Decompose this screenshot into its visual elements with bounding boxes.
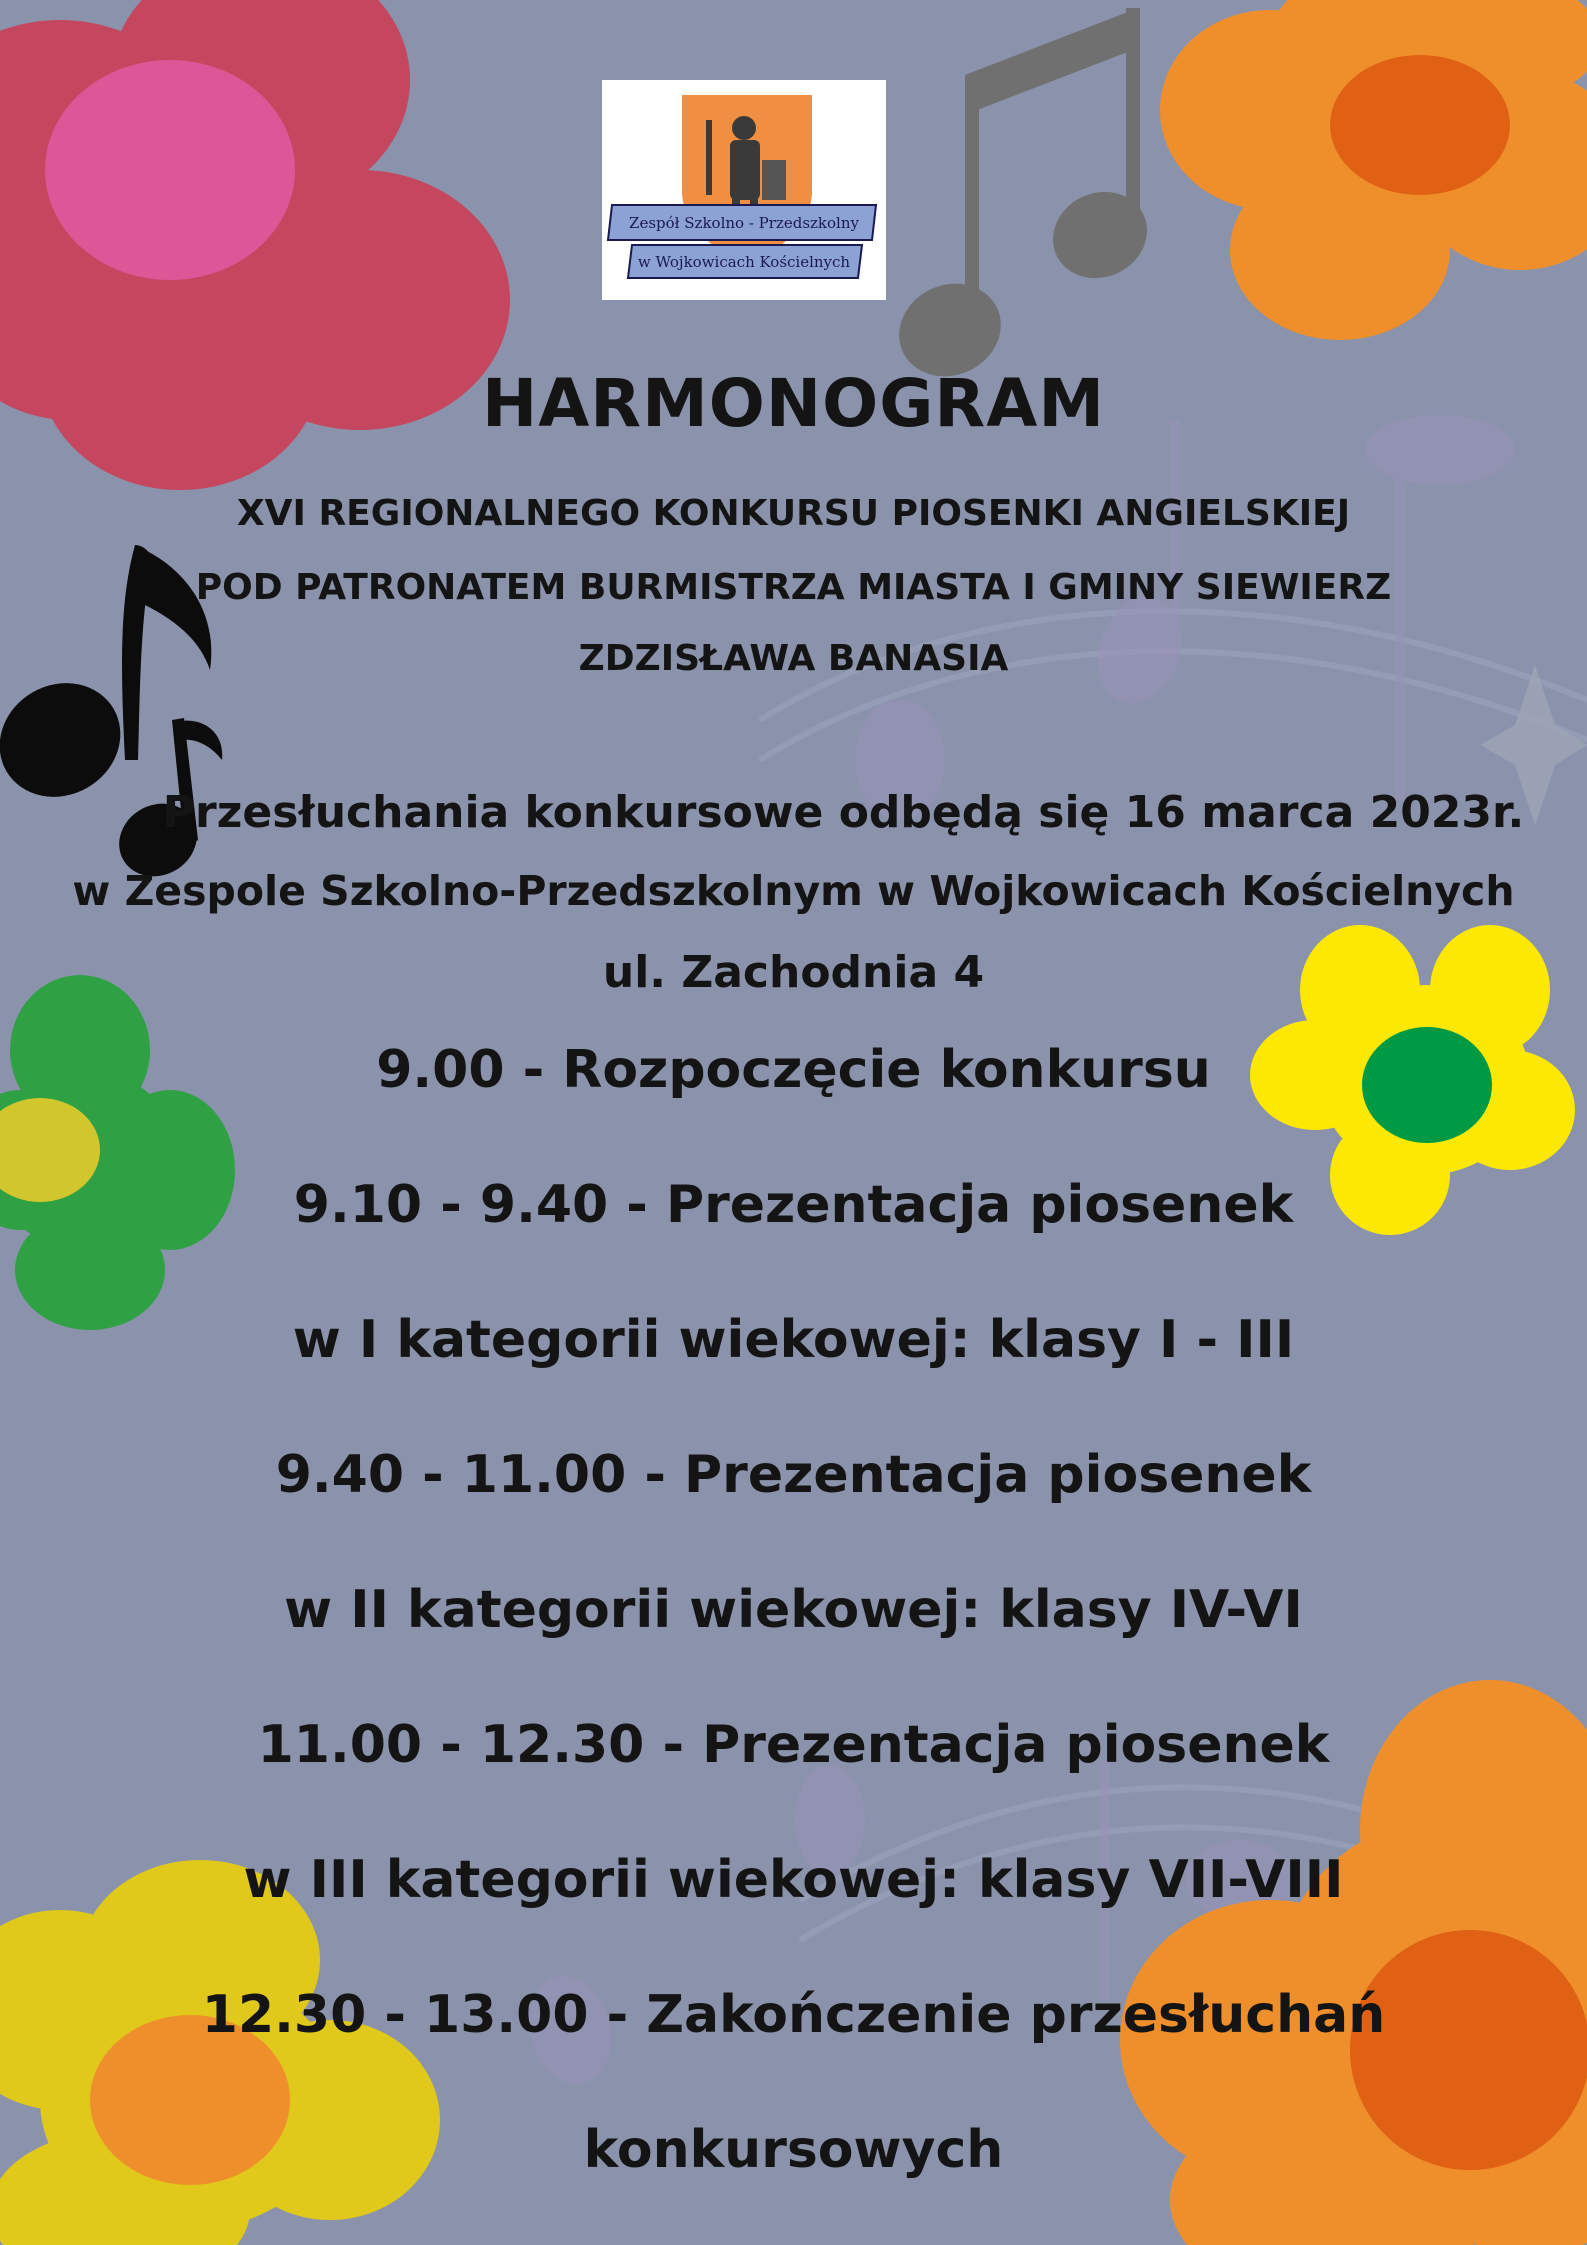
schedule-item: 11.00 - 12.30 - Prezentacja piosenek bbox=[257, 1715, 1330, 1775]
schedule-item: w I kategorii wiekowej: klasy I - III bbox=[292, 1310, 1295, 1370]
subtitle-line-3: ZDZISŁAWA BANASIA bbox=[578, 638, 1009, 679]
schedule-item: 9.40 - 11.00 - Prezentacja piosenek bbox=[275, 1445, 1312, 1505]
school-logo bbox=[602, 80, 886, 300]
flower-icon-bottom-left bbox=[0, 1860, 440, 2245]
schedule-item: 9.00 - Rozpoczęcie konkursu bbox=[376, 1040, 1211, 1100]
schedule-item: konkursowych bbox=[583, 2120, 1004, 2180]
flower-icon-green bbox=[0, 975, 235, 1330]
info-address: ul. Zachodnia 4 bbox=[602, 947, 985, 998]
info-date: Przesłuchania konkursowe odbędą się 16 marca 2023r. bbox=[162, 787, 1525, 838]
schedule-item: 9.10 - 9.40 - Prezentacja piosenek bbox=[293, 1175, 1294, 1235]
flower-icon-top-right bbox=[1160, 0, 1587, 340]
subtitle-line-1: XVI REGIONALNEGO KONKURSU PIOSENKI ANGIELSKIEJ bbox=[236, 493, 1351, 534]
subtitle-line-2: POD PATRONATEM BURMISTRZA MIASTA I GMINY SIEWIERZ bbox=[195, 567, 1392, 608]
info-venue: w Zespole Szkolno-Przedszkolnym w Wojkowicach Kościelnych bbox=[72, 867, 1515, 915]
schedule-item: w II kategorii wiekowej: klasy IV-VI bbox=[284, 1580, 1303, 1640]
music-note-icon-gray bbox=[884, 8, 1161, 393]
logo-line-2: w Wojkowicach Kościelnych bbox=[637, 253, 851, 271]
schedule-item: 12.30 - 13.00 - Zakończenie przesłuchań bbox=[201, 1985, 1386, 2045]
schedule-item: w III kategorii wiekowej: klasy VII-VIII bbox=[243, 1850, 1344, 1910]
page-title: HARMONOGRAM bbox=[481, 365, 1105, 442]
logo-line-1: Zespół Szkolno - Przedszkolny bbox=[629, 214, 859, 232]
